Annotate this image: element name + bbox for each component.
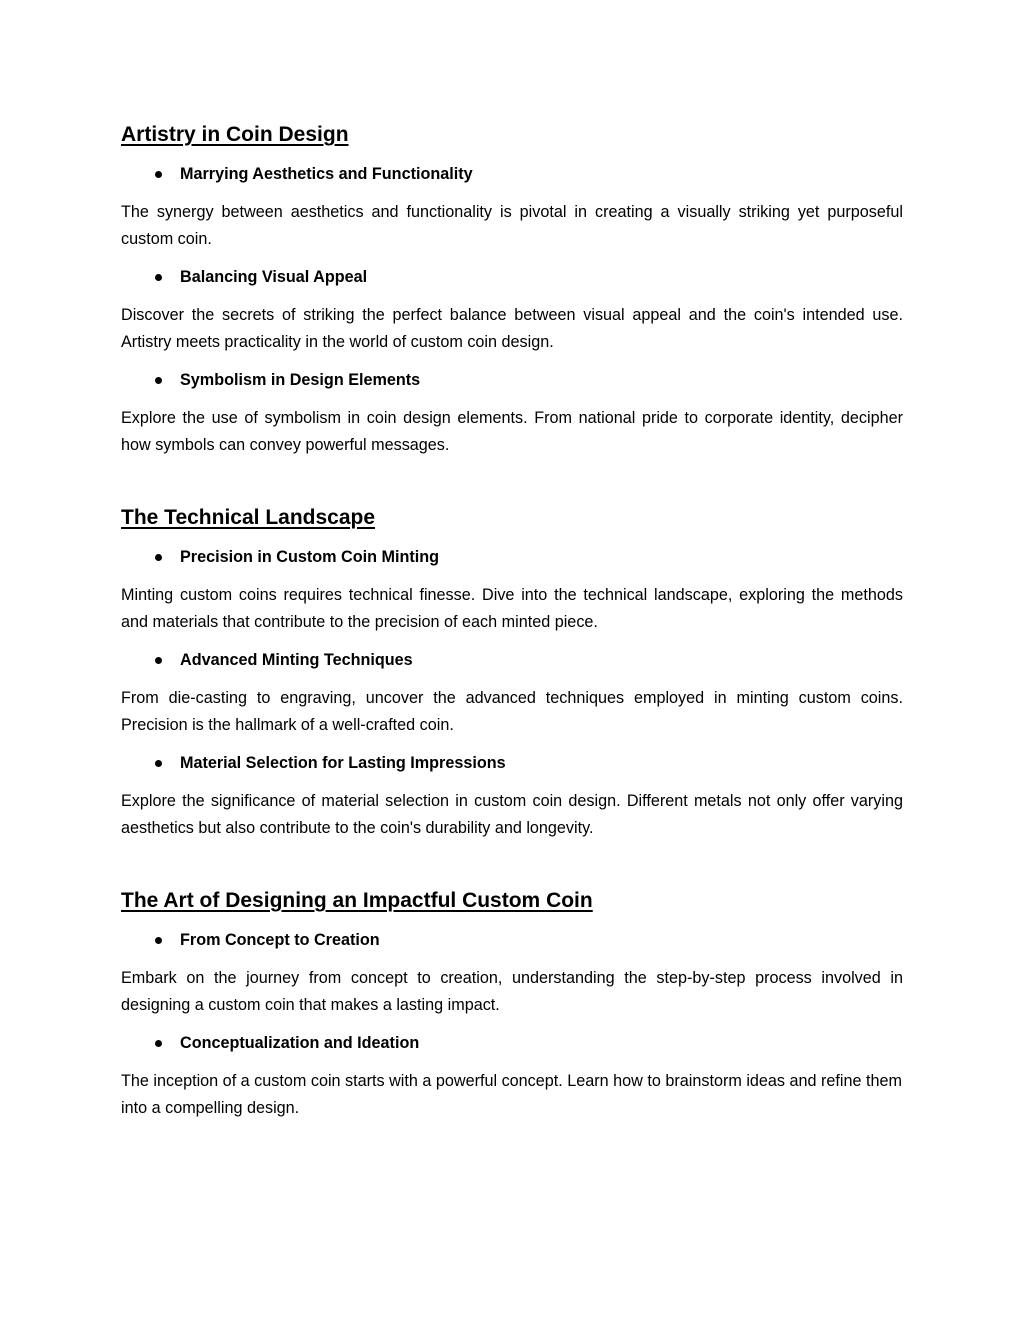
section-designing-impactful-coin xyxy=(121,887,903,1121)
paragraph: Minting custom coins requires technical finesse. Dive into the technical landscape, exploring the methods and materials that contribute to the precision of each minted piece. xyxy=(121,586,903,631)
subheading-label: Conceptualization and Ideation xyxy=(180,1034,420,1052)
subheading-item xyxy=(121,648,903,672)
subheading-label: Advanced Minting Techniques xyxy=(180,651,413,669)
subheading-label: Symbolism in Design Elements xyxy=(180,371,421,389)
section-artistry-in-coin-design xyxy=(121,121,903,458)
bullet-icon xyxy=(155,657,162,664)
paragraph: From die-casting to engraving, uncover the advanced techniques employed in minting custom coins. Precision is the hallmark of a well-crafted coin. xyxy=(121,689,903,734)
section-heading: The Technical Landscape xyxy=(121,506,376,529)
section-heading: Artistry in Coin Design xyxy=(121,123,349,146)
paragraph: Embark on the journey from concept to creation, understanding the step-by-step process involved in designing a custom coin that makes a lasting impact. xyxy=(121,969,903,1014)
paragraph: Explore the significance of material selection in custom coin design. Different metals not only offer varying aesthetics but also contribute to the coin's durability and longevity. xyxy=(121,792,903,837)
bullet-icon xyxy=(155,171,162,178)
section-heading: The Art of Designing an Impactful Custom Coin xyxy=(121,889,593,912)
subheading-item xyxy=(121,162,903,186)
paragraph: Discover the secrets of striking the perfect balance between visual appeal and the coin's intended use. Artistry meets practicality in the world of custom coin design. xyxy=(121,306,903,351)
subheading-label: Balancing Visual Appeal xyxy=(180,268,368,286)
paragraph: Explore the use of symbolism in coin design elements. From national pride to corporate identity, decipher how symbols can convey powerful messages. xyxy=(121,409,903,454)
subheading-label: Material Selection for Lasting Impressions xyxy=(180,754,506,772)
bullet-icon xyxy=(155,274,162,281)
subheading-item xyxy=(121,545,903,569)
subheading-item xyxy=(121,1031,903,1055)
bullet-icon xyxy=(155,377,162,384)
subheading-item xyxy=(121,368,903,392)
bullet-icon xyxy=(155,1040,162,1047)
paragraph: The inception of a custom coin starts with a powerful concept. Learn how to brainstorm ideas and refine them into a compelling design. xyxy=(121,1072,903,1117)
paragraph: The synergy between aesthetics and functionality is pivotal in creating a visually striking yet purposeful custom coin. xyxy=(121,203,903,248)
subheading-label: Precision in Custom Coin Minting xyxy=(180,548,439,566)
subheading-label: Marrying Aesthetics and Functionality xyxy=(180,165,473,183)
subheading-item xyxy=(121,928,903,952)
subheading-item xyxy=(121,751,903,775)
bullet-icon xyxy=(155,937,162,944)
bullet-icon xyxy=(155,760,162,767)
section-technical-landscape xyxy=(121,504,903,841)
subheading-item xyxy=(121,265,903,289)
bullet-icon xyxy=(155,554,162,561)
subheading-label: From Concept to Creation xyxy=(180,931,380,949)
